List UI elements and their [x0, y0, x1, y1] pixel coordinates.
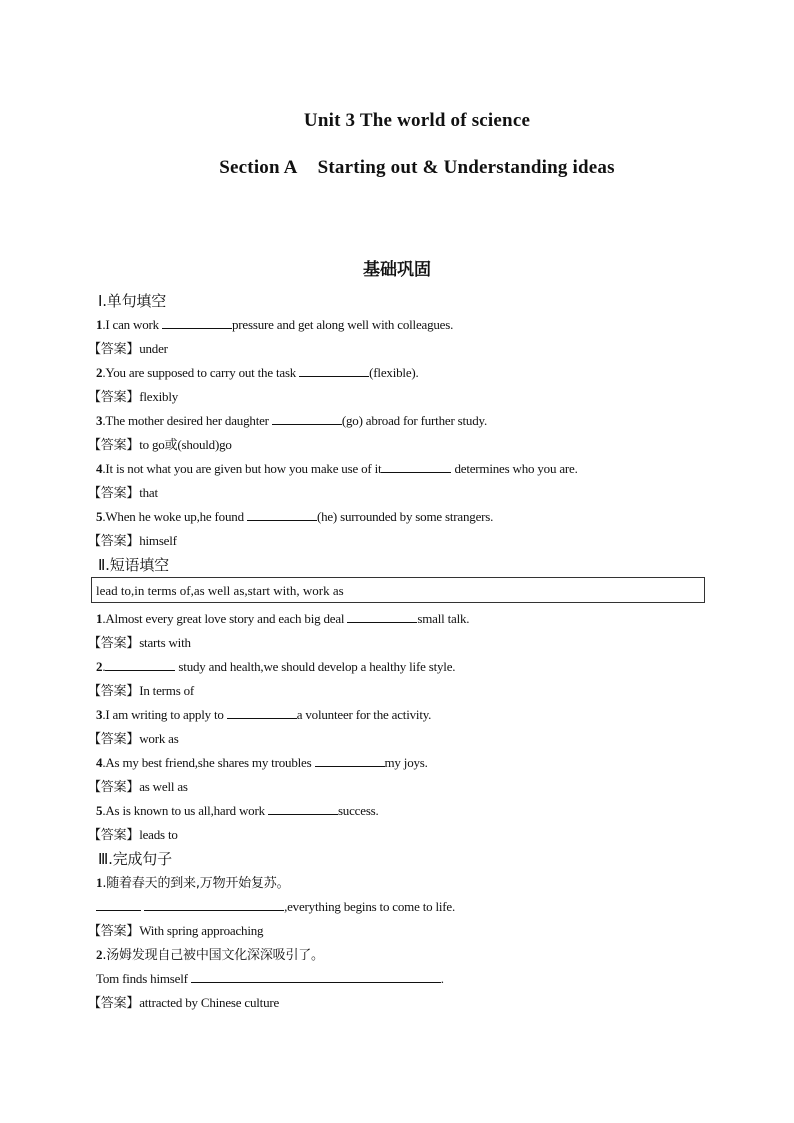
- section-name: Starting out & Understanding ideas: [317, 157, 615, 178]
- answer-blank: [272, 410, 342, 425]
- answer-blank: [105, 656, 175, 671]
- question: 2.You are supposed to carry out the task (flexible).: [96, 361, 716, 385]
- answer: 【答案】With spring approaching: [88, 923, 264, 939]
- answer: 【答案】himself: [88, 533, 177, 549]
- answer: 【答案】flexibly: [88, 389, 179, 405]
- unit-title: Unit 3 The world of science: [303, 110, 531, 131]
- part3-heading: Ⅲ.完成句子: [98, 850, 172, 868]
- question: 3.I am writing to apply to a volunteer for the activity.: [96, 703, 716, 727]
- question: 4.It is not what you are given but how you make use of it determines who you are.: [96, 457, 716, 481]
- answer: 【答案】attracted by Chinese culture: [88, 995, 280, 1011]
- answer: 【答案】starts with: [88, 635, 191, 651]
- answer-blank: [144, 896, 284, 911]
- part1-heading: Ⅰ.单句填空: [98, 292, 166, 310]
- question: 5.As is known to us all,hard work success.: [96, 799, 716, 823]
- answer-blank: [227, 704, 297, 719]
- section-heading: 基础巩固: [363, 260, 431, 280]
- exercise-content: [88, 289, 716, 1015]
- answer-blank: [315, 752, 385, 767]
- question: 1.随着春天的到来,万物开始复苏。: [96, 875, 290, 891]
- answer: 【答案】under: [88, 341, 168, 357]
- answer-blank: [299, 362, 369, 377]
- answer: 【答案】leads to: [88, 827, 178, 843]
- answer: 【答案】as well as: [88, 779, 188, 795]
- question: 3.The mother desired her daughter (go) abroad for further study.: [96, 409, 716, 433]
- answer: 【答案】In terms of: [88, 683, 195, 699]
- answer-line: ,everything begins to come to life.: [96, 895, 716, 919]
- question: 1.Almost every great love story and each big deal small talk.: [96, 607, 716, 631]
- answer-blank: [162, 314, 232, 329]
- section-title: [0, 157, 794, 179]
- section-label: Section A: [219, 157, 298, 178]
- answer-blank: [268, 800, 338, 815]
- word-box: lead to,in terms of,as well as,start with, work as: [91, 577, 705, 603]
- answer-blank: [191, 968, 441, 983]
- question: 1.I can work pressure and get along well with colleagues.: [96, 313, 716, 337]
- answer: 【答案】work as: [88, 731, 179, 747]
- answer-blank: [381, 458, 451, 473]
- question: 5.When he woke up,he found (he) surrounded by some strangers.: [96, 505, 716, 529]
- answer: 【答案】that: [88, 485, 158, 501]
- question: 2.汤姆发现自己被中国文化深深吸引了。: [96, 947, 324, 963]
- question: 2. study and health,we should develop a healthy life style.: [96, 655, 716, 679]
- part2-heading: Ⅱ.短语填空: [98, 556, 169, 574]
- question: 4.As my best friend,she shares my troubles my joys.: [96, 751, 716, 775]
- answer-line: Tom finds himself .: [96, 967, 716, 991]
- answer-blank: [247, 506, 317, 521]
- answer: 【答案】to go或(should)go: [88, 437, 232, 453]
- answer-blank: [347, 608, 417, 623]
- answer-blank: [96, 896, 141, 911]
